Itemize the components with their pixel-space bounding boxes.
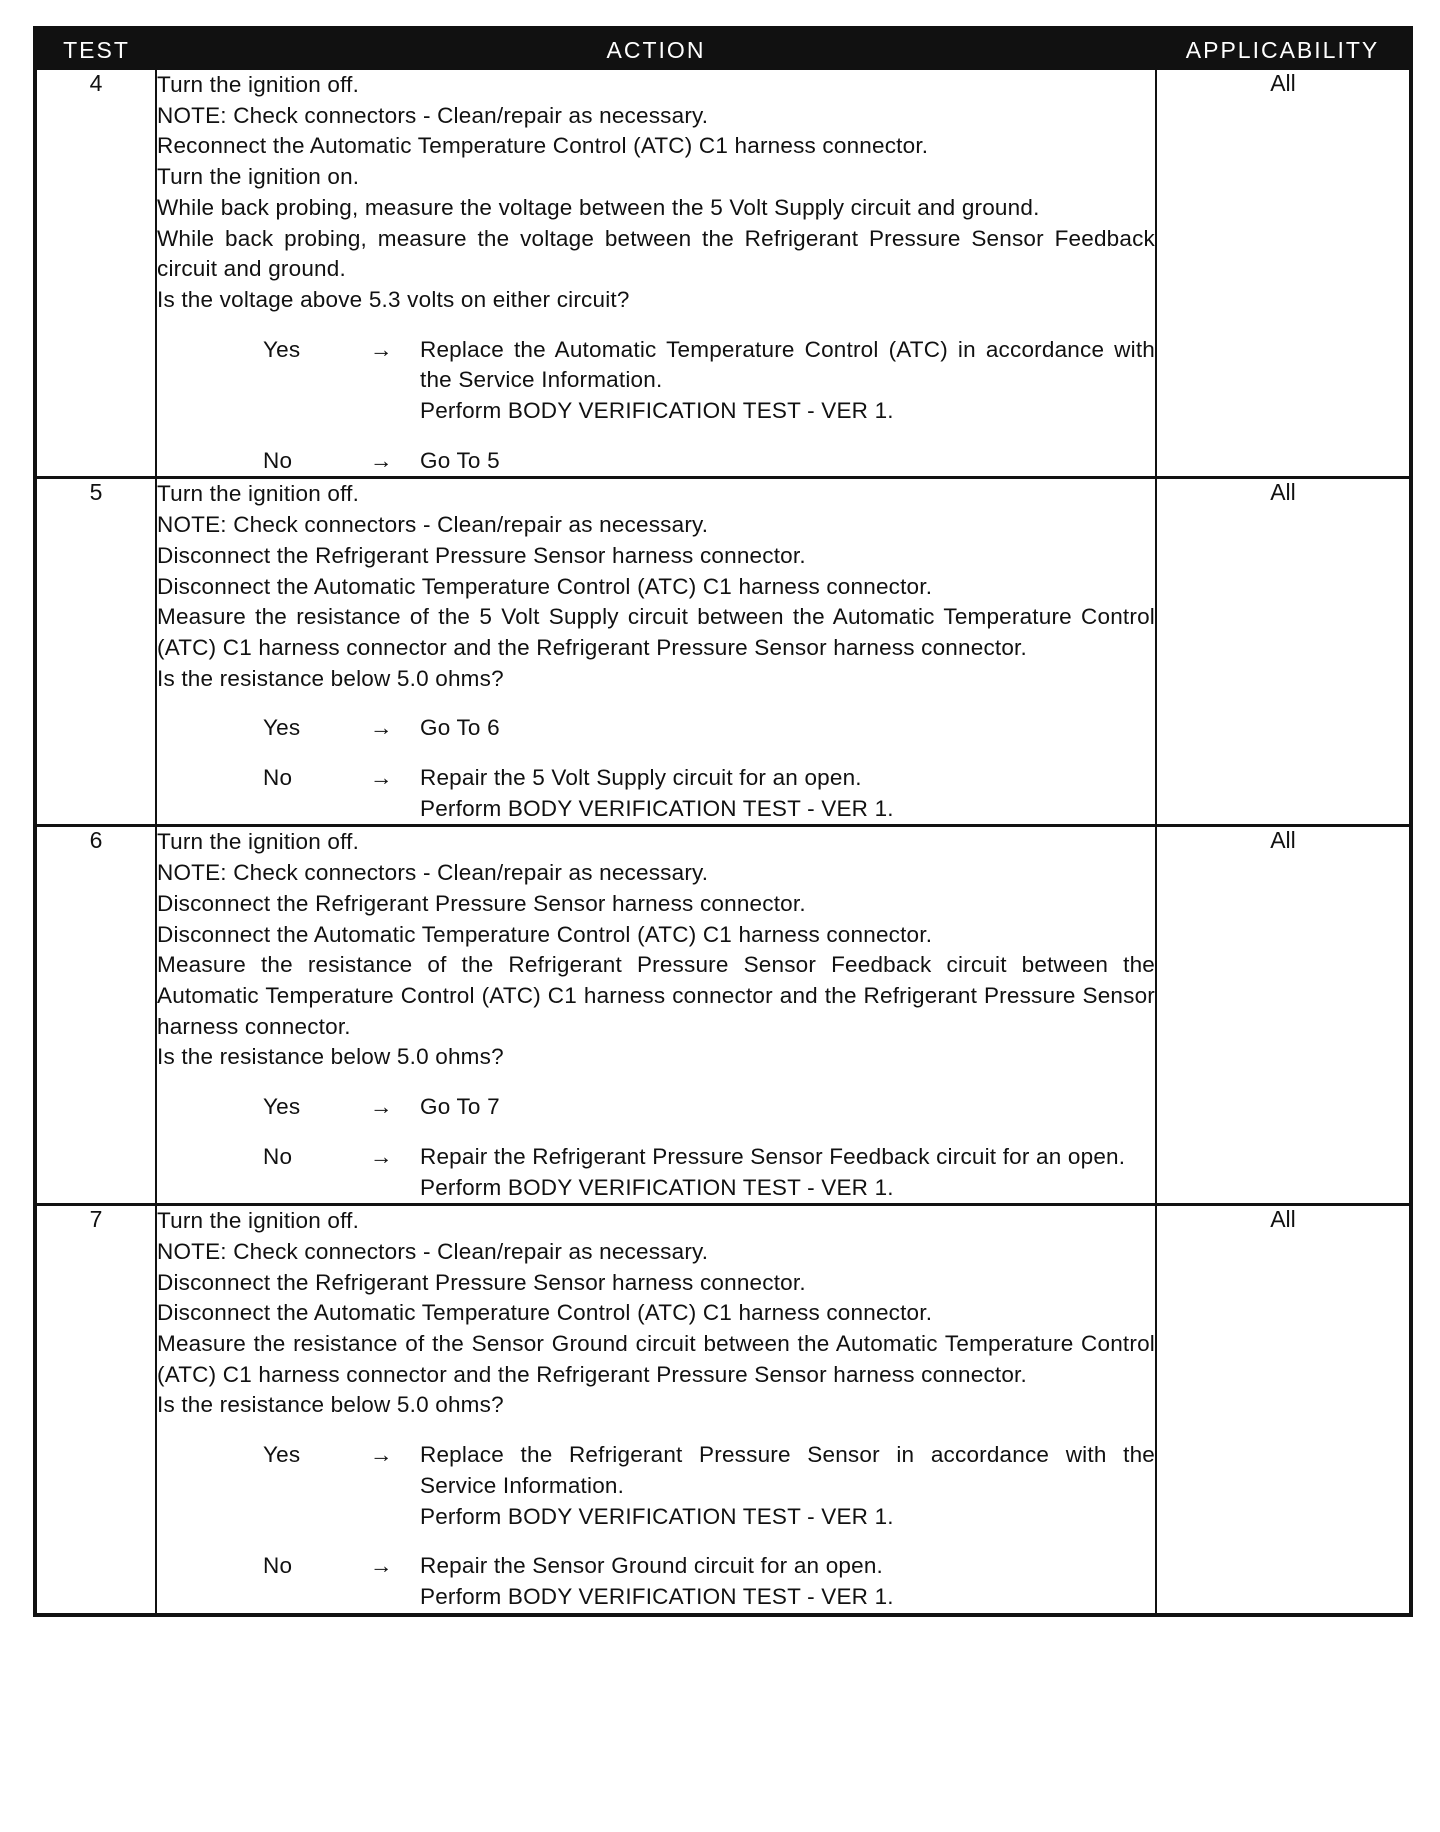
outcome-yes-result bbox=[420, 335, 1155, 427]
arrow-right-icon: → bbox=[370, 1094, 393, 1120]
outcome-yes-label: Yes bbox=[263, 1094, 301, 1120]
outcome-no-label: No bbox=[263, 1143, 293, 1169]
action-step: NOTE: Check connectors - Clean/repair as necessary. bbox=[157, 860, 709, 886]
table-header bbox=[35, 28, 1411, 70]
outcome-no-result bbox=[420, 763, 1155, 824]
action-step: Turn the ignition off. bbox=[157, 1208, 360, 1234]
outcome-result-line: Perform BODY VERIFICATION TEST - VER 1. bbox=[420, 1174, 894, 1200]
applicability-value: All bbox=[1156, 478, 1411, 826]
action-step: Disconnect the Automatic Temperature Control (ATC) C1 harness connector. bbox=[157, 1300, 933, 1326]
arrow-right-icon: → bbox=[370, 715, 393, 741]
outcome-result-line: Perform BODY VERIFICATION TEST - VER 1. bbox=[420, 1503, 894, 1529]
outcome-result-line: Perform BODY VERIFICATION TEST - VER 1. bbox=[420, 795, 894, 821]
outcome-no-result bbox=[420, 1142, 1155, 1203]
outcome-result-line: Repair the 5 Volt Supply circuit for an open. bbox=[420, 765, 862, 791]
action-step: While back probing, measure the voltage between the Refrigerant Pressure Sensor Feedback circuit and ground. bbox=[157, 225, 1155, 282]
outcome-yes bbox=[157, 1092, 1155, 1123]
action-step: Is the resistance below 5.0 ohms? bbox=[157, 665, 504, 691]
action-step: Disconnect the Refrigerant Pressure Sensor harness connector. bbox=[157, 1269, 806, 1295]
outcome-result-line: Repair the Refrigerant Pressure Sensor Feedback circuit for an open. bbox=[420, 1143, 1126, 1169]
outcome-result-line: Go To 5 bbox=[420, 447, 500, 473]
action-step: Is the voltage above 5.3 volts on either circuit? bbox=[157, 286, 630, 312]
outcome-no-result bbox=[420, 446, 1155, 477]
action-step: Is the resistance below 5.0 ohms? bbox=[157, 1392, 504, 1418]
table-row bbox=[35, 478, 1411, 826]
test-number: 6 bbox=[35, 826, 156, 1205]
action-step: Is the resistance below 5.0 ohms? bbox=[157, 1044, 504, 1070]
action-step: Measure the resistance of the 5 Volt Supply circuit between the Automatic Temperature Control (ATC) C1 harness connector and the Refrigerant Pressure Sensor harness connector. bbox=[157, 604, 1155, 660]
header-row bbox=[35, 28, 1411, 70]
action-step: Measure the resistance of the Sensor Ground circuit between the Automatic Temperature Control (ATC) C1 harness connector and the Refrigerant Pressure Sensor harness connector. bbox=[157, 1331, 1155, 1387]
action-step: Turn the ignition on. bbox=[157, 164, 360, 190]
action-cell bbox=[156, 826, 1156, 1205]
action-step: NOTE: Check connectors - Clean/repair as necessary. bbox=[157, 1238, 709, 1264]
table-row bbox=[35, 826, 1411, 1205]
action-step: Measure the resistance of the Refrigerant Pressure Sensor Feedback circuit between the Automatic Temperature Control (ATC) C1 harness connector and the Refrigerant Pressure Sensor harness connector. bbox=[157, 952, 1155, 1039]
action-step: Turn the ignition off. bbox=[157, 72, 360, 97]
action-step: Disconnect the Automatic Temperature Control (ATC) C1 harness connector. bbox=[157, 921, 933, 947]
outcome-no-label: No bbox=[263, 1553, 293, 1579]
table-body bbox=[35, 70, 1411, 1615]
applicability-value: All bbox=[1156, 1205, 1411, 1615]
header-action: ACTION bbox=[156, 28, 1156, 70]
outcome-result-line: Replace the Refrigerant Pressure Sensor in accordance with the Service Information. bbox=[420, 1442, 1155, 1498]
outcome-no-result bbox=[420, 1551, 1155, 1612]
action-step: Turn the ignition off. bbox=[157, 481, 360, 507]
outcome-yes bbox=[157, 713, 1155, 744]
outcome-yes-result bbox=[420, 1440, 1155, 1532]
table-row bbox=[35, 70, 1411, 478]
arrow-right-icon: → bbox=[370, 765, 393, 791]
outcome-no bbox=[157, 1551, 1155, 1612]
action-step: NOTE: Check connectors - Clean/repair as necessary. bbox=[157, 102, 709, 128]
outcome-yes-result bbox=[420, 1092, 1155, 1123]
outcome-no bbox=[157, 1142, 1155, 1203]
test-number: 7 bbox=[35, 1205, 156, 1615]
outcome-result-line: Go To 6 bbox=[420, 715, 500, 741]
action-step: Disconnect the Refrigerant Pressure Sensor harness connector. bbox=[157, 890, 806, 916]
applicability-value: All bbox=[1156, 826, 1411, 1205]
action-step: While back probing, measure the voltage between the 5 Volt Supply circuit and ground. bbox=[157, 194, 1040, 220]
action-cell bbox=[156, 70, 1156, 478]
applicability-value: All bbox=[1156, 70, 1411, 478]
outcome-result-line: Perform BODY VERIFICATION TEST - VER 1. bbox=[420, 1583, 894, 1609]
header-test: TEST bbox=[35, 28, 156, 70]
outcome-yes-label: Yes bbox=[263, 715, 301, 741]
arrow-right-icon: → bbox=[370, 1143, 393, 1169]
outcome-yes-label: Yes bbox=[263, 336, 301, 362]
test-number: 4 bbox=[35, 70, 156, 478]
outcome-no-label: No bbox=[263, 447, 293, 473]
action-cell bbox=[156, 478, 1156, 826]
action-step: Disconnect the Automatic Temperature Control (ATC) C1 harness connector. bbox=[157, 573, 933, 599]
outcome-result-line: Repair the Sensor Ground circuit for an open. bbox=[420, 1553, 883, 1579]
outcome-yes-result bbox=[420, 713, 1155, 744]
outcome-no-label: No bbox=[263, 765, 293, 791]
outcome-no bbox=[157, 446, 1155, 477]
action-cell bbox=[156, 1205, 1156, 1615]
outcome-result-line: Replace the Automatic Temperature Control (ATC) in accordance with the Service Information. bbox=[420, 336, 1155, 393]
header-applicability: APPLICABILITY bbox=[1156, 28, 1411, 70]
outcome-yes bbox=[157, 1440, 1155, 1532]
action-step: Turn the ignition off. bbox=[157, 829, 360, 855]
arrow-right-icon: → bbox=[370, 447, 393, 473]
outcome-result-line: Go To 7 bbox=[420, 1094, 500, 1120]
outcome-result-line: Perform BODY VERIFICATION TEST - VER 1. bbox=[420, 398, 894, 424]
action-step: Disconnect the Refrigerant Pressure Sensor harness connector. bbox=[157, 542, 806, 568]
action-step: Reconnect the Automatic Temperature Control (ATC) C1 harness connector. bbox=[157, 133, 929, 159]
arrow-right-icon: → bbox=[370, 1553, 393, 1579]
arrow-right-icon: → bbox=[370, 1442, 393, 1468]
action-step: NOTE: Check connectors - Clean/repair as necessary. bbox=[157, 512, 709, 538]
outcome-yes bbox=[157, 335, 1155, 427]
outcome-yes-label: Yes bbox=[263, 1442, 301, 1468]
table-row bbox=[35, 1205, 1411, 1615]
arrow-right-icon: → bbox=[370, 336, 393, 362]
outcome-no bbox=[157, 763, 1155, 824]
test-number: 5 bbox=[35, 478, 156, 826]
diagnostic-test-table bbox=[33, 26, 1413, 1617]
